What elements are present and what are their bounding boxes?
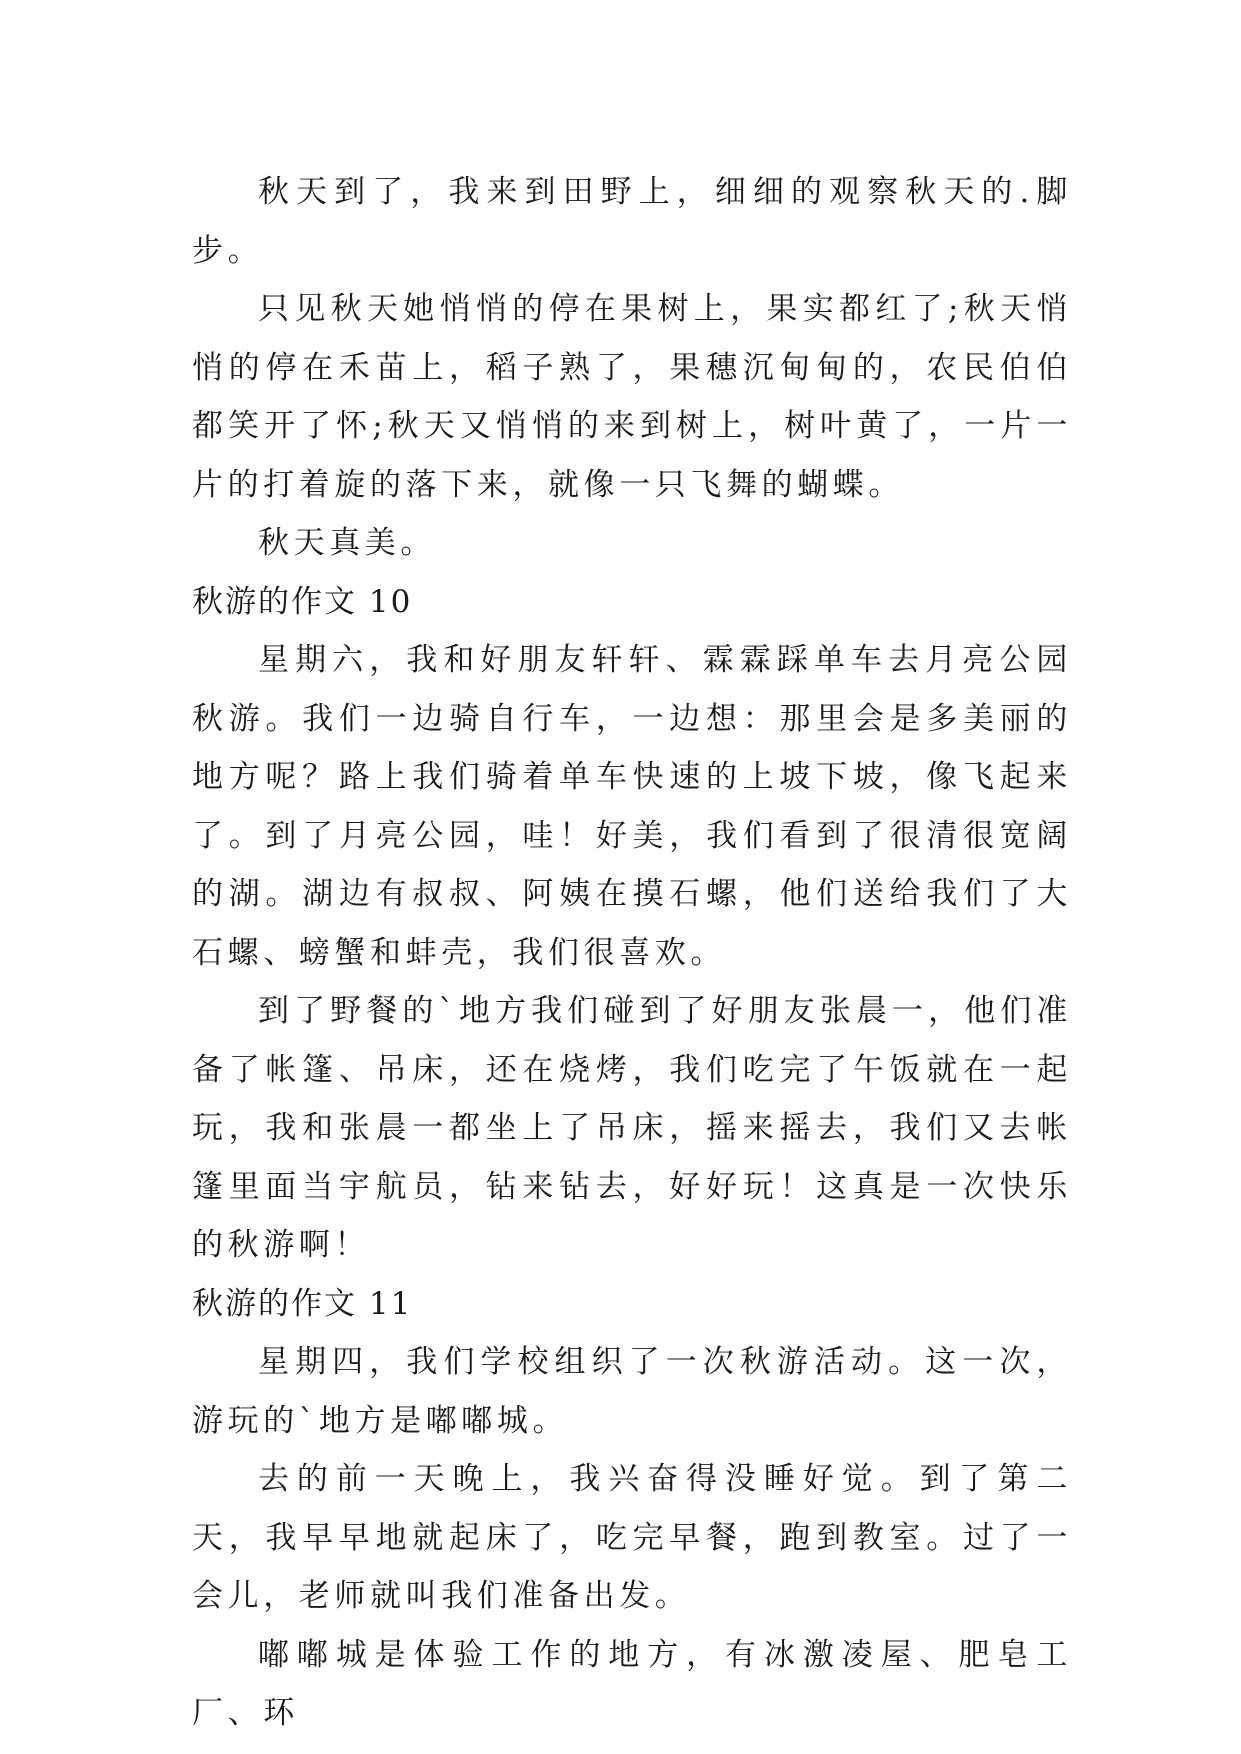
paragraph: 到了野餐的`地方我们碰到了好朋友张晨一，他们准备了帐篷、吊床，还在烧烤，我们吃完了午饭就在一起玩，我和张晨一都坐上了吊床，摇来摇去，我们又去帐篷里面当宇航员，钻来钻去，好好玩！这真是一次快乐的秋游啊！ (192, 993, 1072, 1263)
paragraph: 星期六，我和好朋友轩轩、霖霖踩单车去月亮公园秋游。我们一边骑自行车，一边想：那里会是多美丽的地方呢？路上我们骑着单车快速的上坡下坡，像飞起来了。到了月亮公园，哇！好美，我们看到了很清很宽阔的湖。湖边有叔叔、阿姨在摸石螺，他们送给我们了大石螺、螃蟹和蚌壳，我们很喜欢。 (192, 642, 1072, 971)
paragraph: 星期四，我们学校组织了一次秋游活动。这一次，游玩的`地方是嘟嘟城。 (192, 1344, 1072, 1439)
document-page (192, 163, 1072, 1743)
paragraph: 只见秋天她悄悄的停在果树上，果实都红了;秋天悄悄的停在禾苗上，稻子熟了，果穗沉甸甸的，农民伯伯都笑开了怀;秋天又悄悄的来到树上，树叶黄了，一片一片的打着旋的落下来，就像一只飞舞的蝴蝶。 (192, 291, 1072, 503)
section-heading: 秋游的作文 11 (192, 1285, 413, 1322)
paragraph: 去的前一天晚上，我兴奋得没睡好觉。到了第二天，我早早地就起床了，吃完早餐，跑到教室。过了一会儿，老师就叫我们准备出发。 (192, 1461, 1072, 1614)
paragraph: 嘟嘟城是体验工作的地方，有冰激凌屋、肥皂工厂、环 (192, 1636, 1072, 1731)
paragraph: 秋天到了，我来到田野上，细细的观察秋天的.脚步。 (192, 174, 1072, 269)
paragraph: 秋天真美。 (258, 525, 436, 561)
section-heading: 秋游的作文 10 (192, 583, 413, 620)
